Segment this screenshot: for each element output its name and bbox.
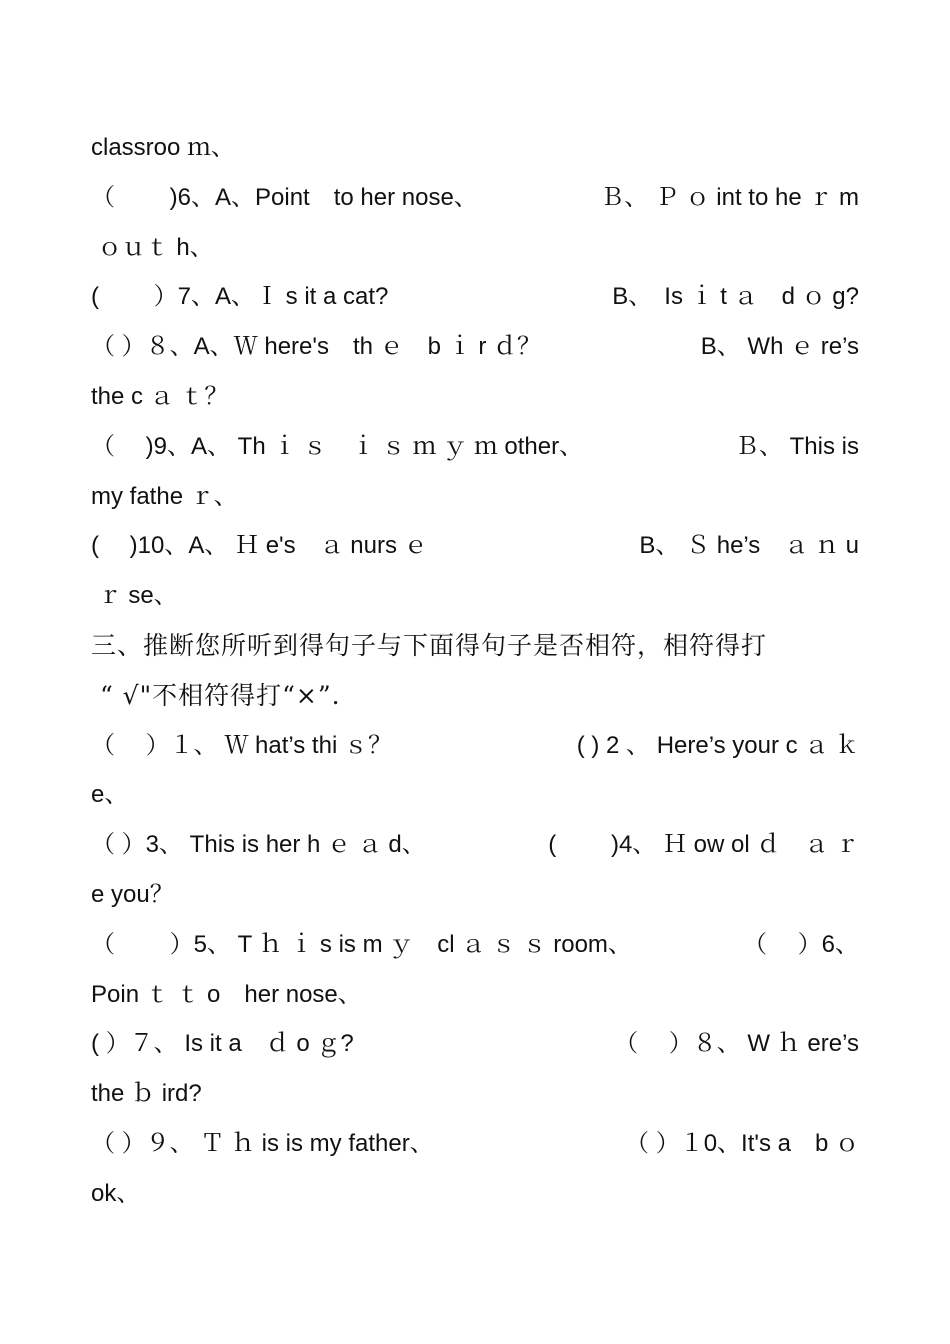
text-line [91, 178, 859, 228]
text-segment: ｏｕｔ h、 [91, 233, 214, 261]
text-line [91, 277, 859, 327]
text-line [91, 925, 859, 975]
text-segment: the c ａ ｔ？ [91, 382, 229, 410]
text-line [91, 1124, 859, 1174]
text-segment: ( )4、 Ｈ ow ol ｄ ａ ｒ [548, 831, 859, 859]
text-segment: （ ）９、 Ｔ ｈ is is my father、 [91, 1129, 434, 1157]
text-segment: e you？ [91, 880, 174, 908]
text-line [91, 377, 859, 427]
text-line [91, 676, 859, 726]
text-line [91, 576, 859, 626]
text-line [91, 726, 859, 776]
text-segment: （ )6、A、Point to her nose、 [91, 183, 478, 211]
text-segment: “ √"不相符得打“×”. [91, 680, 341, 710]
text-line [91, 1174, 859, 1224]
text-line [91, 128, 859, 178]
text-segment: e、 [91, 781, 129, 809]
text-segment: the ｂ ird? [91, 1080, 202, 1108]
text-line [91, 1024, 859, 1074]
text-segment: B、 Is ｉ t ａ d ｏ g? [612, 283, 859, 311]
text-line [91, 427, 859, 477]
text-segment: Ｂ、 Ｐ ｏ int to he ｒ m [600, 183, 859, 211]
text-segment: my fathe ｒ、 [91, 482, 238, 510]
text-segment: ( )10、A、 Ｈ e's ａ nurs ｅ [91, 532, 428, 560]
text-segment: 三、推断您所听到得句子与下面得句子是否相符，相符得打 [91, 630, 768, 660]
text-segment: B、 Ｓ he’s ａ ｎ u [639, 532, 859, 560]
text-segment: （ )9、A、 Th ｉ ｓ ｉ ｓ ｍ ｙ ｍ other、 [91, 432, 584, 460]
text-line [91, 228, 859, 278]
text-segment: （ ）3、 This is her h ｅ ａ d、 [91, 831, 426, 859]
text-segment: Poin ｔ ｔ o her nose、 [91, 980, 362, 1008]
text-line [91, 825, 859, 875]
text-segment: ( ) 2 、 Here’s your c ａ ｋ [576, 731, 859, 759]
text-line [91, 626, 859, 676]
text-segment: ( ）7、A、Ｉ s it a cat? [91, 283, 389, 311]
text-line [91, 775, 859, 825]
text-line [91, 875, 859, 925]
text-segment: ok、 [91, 1179, 141, 1207]
text-line [91, 477, 859, 527]
text-segment: ( ）７、 Is it a ｄ o ｇ? [91, 1030, 354, 1058]
text-segment: （ ）6、 [742, 930, 859, 958]
text-segment: （ ）８、A、Ｗ here's th ｅ b ｉ r ｄ？ [91, 333, 541, 361]
text-segment: （ ）１、 Ｗ hat’s thi ｓ？ [91, 731, 392, 759]
text-line [91, 1074, 859, 1124]
text-segment: ｒ se、 [91, 582, 178, 610]
text-line [91, 327, 859, 377]
text-segment: （ ）１0、It's a b ｏ [625, 1129, 859, 1157]
text-line [91, 526, 859, 576]
exercise-text [91, 128, 859, 1224]
text-segment: （ ）８、 W ｈ ere’s [614, 1030, 859, 1058]
text-segment: B、 Wh ｅ re’s [700, 333, 859, 361]
text-segment: （ ）5、 T ｈ ｉ s is m ｙ cl ａ ｓ ｓ room、 [91, 930, 632, 958]
text-segment: Ｂ、 This is [734, 432, 859, 460]
text-line [91, 975, 859, 1025]
text-segment: classroo ｍ、 [91, 134, 236, 161]
